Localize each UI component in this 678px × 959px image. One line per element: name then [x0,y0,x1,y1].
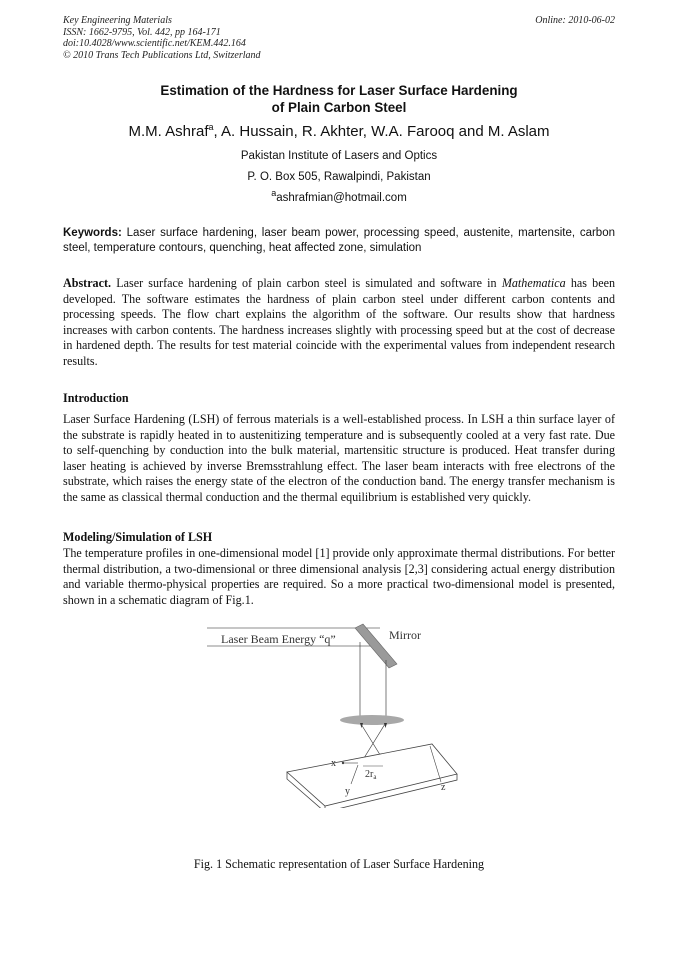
online-date: Online: 2010-06-02 [535,15,615,26]
radius-main: 2r [365,769,374,780]
keywords-text: Laser surface hardening, laser beam power, processing speed, austenite, martensite, carbon steel, temperature contours, quenching, heat affected zone, simulation [63,227,615,254]
paper-title [63,82,615,116]
first-author: M.M. Ashraf [128,123,209,140]
radius-subscript: a [373,773,377,781]
modeling-text: The temperature profiles in one-dimensional model [1] provide only approximate thermal distributions. For better thermal distribution, a two-dimensional or three dimensional analysis [2,3] considering actual energy distribution and variable thermo-physical properties are required. So a more practical two-dimensional model is presented, shown in a schematic diagram of Fig.1. [63,546,615,607]
z-axis-label: z [441,782,446,793]
affiliation-address: P. O. Box 505, Rawalpindi, Pakistan [247,171,431,183]
issn-line: ISSN: 1662-9795, Vol. 442, pp 164-171 [63,26,221,38]
mirror-label: Mirror [389,628,421,642]
introduction-heading: Introduction [63,391,129,405]
abstract-text-1: Laser surface hardening of plain carbon steel is simulated and software in [111,276,502,290]
focus-ray-1 [361,724,382,758]
x-axis-label: x [331,758,336,769]
email-address: ashrafmian@hotmail.com [276,192,407,204]
figure-caption: Fig. 1 Schematic representation of Laser Surface Hardening [193,857,485,871]
software-name: Mathematica [501,276,566,290]
abstract-label: Abstract. [63,276,112,290]
journal-name: Key Engineering Materials [63,15,172,26]
keywords-label: Keywords: [63,227,122,239]
first-author-sup: a [208,122,214,132]
focusing-lens [340,715,404,725]
email-sup: a [271,188,277,199]
beam-label: Laser Beam Energy “q” [221,632,336,646]
doi-line: doi:10.4028/www.scientific.net/KEM.442.164 [63,38,246,49]
title-line-2: of Plain Carbon Steel [271,100,407,115]
copyright-line: © 2010 Trans Tech Publications Ltd, Switzerland [63,49,261,61]
journal-header [63,15,261,61]
abstract-text-2: has been developed. The software estimates the hardness of plain carbon steel under different carbon contents and processing speeds. The flow chart explains the algorithm of the software. Our results show that hardness increases with carbon contents. The hardness increases slightly with processing speed but at the cost of decrease in hardened depth. The results for test material coincide with the experimental values from independent research results. [63,276,615,368]
abstract-block [63,276,615,370]
introduction-text: Laser Surface Hardening (LSH) of ferrous materials is a well-established process. In LSH a thin surface layer of the substrate is rapidly heated in to austenitizing temperature and is subsequently cooled at a very fast rate. Due to self-quenching by conduction into the bulk material, martensitic structure is produced. Heat transfer during laser heating is achieved by inverse Bremsstrahlung effect. The laser beam interacts with free electrons of the substrate, which raises the energy state of the electron of the conduction band. The energy transfer mechanism is the same as classical thermal conduction and the thermal equilibrium is established very quickly. [63,412,615,504]
x-axis-dot [342,762,344,764]
title-line-1: Estimation of the Hardness for Laser Surface Hardening [160,83,518,98]
author-list [63,123,615,140]
affiliation-email [63,188,615,204]
focus-ray-2 [364,724,385,758]
lsh-schematic-figure [205,612,465,808]
modeling-heading: Modeling/Simulation of LSH [63,530,213,544]
arrow-left [360,723,363,728]
affiliation-institute: Pakistan Institute of Lasers and Optics [240,150,438,162]
y-axis-label: y [345,786,350,797]
keywords-block [63,226,615,255]
other-authors: , A. Hussain, R. Akhter, W.A. Farooq and M. Aslam [213,123,550,140]
